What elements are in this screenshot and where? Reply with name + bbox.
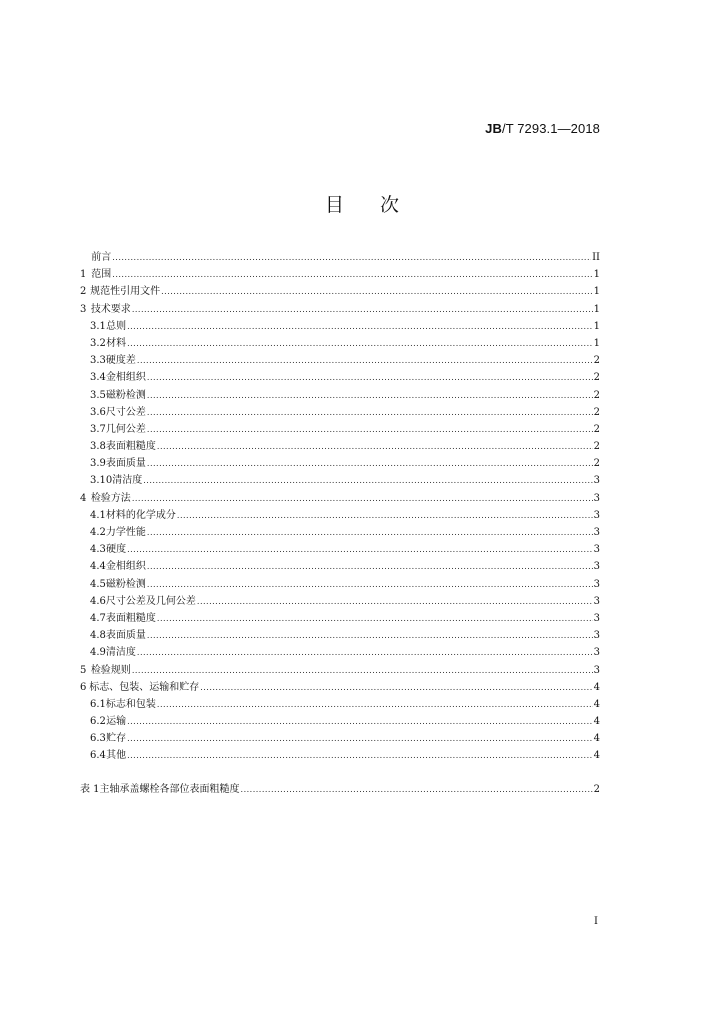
toc-entry[interactable] bbox=[80, 387, 600, 404]
entry-page: 4 bbox=[593, 716, 600, 728]
entry-number: 3.3 bbox=[90, 355, 106, 367]
leader-dots bbox=[127, 541, 593, 558]
entry-label: 材料的化学成分 bbox=[105, 509, 176, 521]
leader-dots bbox=[127, 713, 593, 730]
leader-dots bbox=[157, 696, 593, 713]
toc-entry[interactable] bbox=[80, 713, 600, 730]
entry-page: 3 bbox=[593, 492, 600, 504]
entry-number: 3.1 bbox=[90, 320, 106, 332]
entry-label: 表面质量 bbox=[105, 630, 146, 642]
entry-label: 硬度差 bbox=[105, 355, 136, 367]
entry-number: 3.4 bbox=[90, 372, 106, 384]
toc-entry[interactable] bbox=[80, 747, 600, 764]
entry-number: 6 bbox=[80, 681, 87, 693]
entry-label: 磁粉检测 bbox=[105, 578, 146, 590]
leader-dots bbox=[137, 352, 593, 369]
leader-dots bbox=[137, 644, 593, 661]
entry-label: 检验规则 bbox=[90, 664, 131, 676]
toc-entry[interactable] bbox=[80, 472, 600, 489]
entry-page: 3 bbox=[593, 595, 600, 607]
entry-number: 6.4 bbox=[90, 750, 106, 762]
entry-number: 3.7 bbox=[90, 423, 106, 435]
entry-number: 4.8 bbox=[90, 630, 106, 642]
leader-dots bbox=[132, 301, 593, 318]
entry-label: 标志和包装 bbox=[105, 698, 156, 710]
toc-entry[interactable] bbox=[80, 438, 600, 455]
entry-number: 4.5 bbox=[90, 578, 106, 590]
toc-entry[interactable] bbox=[80, 404, 600, 421]
toc-entry[interactable] bbox=[80, 266, 600, 283]
entry-label: 清洁度 bbox=[105, 647, 136, 659]
leader-dots bbox=[132, 490, 593, 507]
standard-code-prefix: JB bbox=[485, 121, 502, 136]
entry-page: 2 bbox=[593, 372, 600, 384]
toc-entry[interactable] bbox=[80, 558, 600, 575]
entry-page: 3 bbox=[593, 630, 600, 642]
page-title: 目次 bbox=[324, 194, 435, 216]
entry-page: 2 bbox=[593, 441, 600, 453]
entry-number: 3.9 bbox=[90, 458, 106, 470]
entry-page: 3 bbox=[593, 509, 600, 521]
entry-label: 贮存 bbox=[106, 733, 127, 745]
entry-page: 4 bbox=[593, 750, 600, 762]
leader-dots bbox=[147, 558, 593, 575]
entry-label: 其他 bbox=[106, 750, 127, 762]
entry-page: 4 bbox=[593, 681, 600, 693]
toc-entry[interactable] bbox=[80, 524, 600, 541]
leader-dots bbox=[127, 318, 593, 335]
entry-page: 2 bbox=[593, 423, 600, 435]
entry-page: 3 bbox=[593, 647, 600, 659]
toc-entry[interactable] bbox=[80, 610, 600, 627]
toc-entry[interactable] bbox=[80, 507, 600, 524]
entry-label: 几何公差 bbox=[105, 423, 146, 435]
entry-page: 3 bbox=[593, 561, 600, 573]
entry-label: 主轴承盖螺栓各部位表面粗糙度 bbox=[99, 784, 240, 795]
entry-page: 1 bbox=[593, 303, 600, 315]
entry-label: 金相组织 bbox=[105, 372, 146, 384]
toc-entry[interactable] bbox=[80, 679, 600, 696]
entry-number: 6.1 bbox=[90, 698, 106, 710]
leader-dots bbox=[147, 576, 593, 593]
entry-number: 4.1 bbox=[90, 509, 106, 521]
leader-dots bbox=[241, 781, 593, 798]
entry-label: 表面粗糙度 bbox=[105, 441, 156, 453]
entry-label: 总则 bbox=[106, 320, 127, 332]
toc-entry[interactable] bbox=[80, 249, 600, 266]
entry-page: 2 bbox=[593, 389, 600, 401]
toc-entry[interactable] bbox=[80, 283, 600, 300]
toc-entry[interactable] bbox=[80, 490, 600, 507]
entry-number: 1 bbox=[80, 269, 87, 281]
entry-page: 2 bbox=[593, 458, 600, 470]
toc-entry[interactable] bbox=[80, 593, 600, 610]
entry-number: 3.6 bbox=[90, 406, 106, 418]
entry-label: 表面质量 bbox=[105, 458, 146, 470]
entry-label: 标志、包装、运输和贮存 bbox=[89, 681, 200, 693]
toc-entry[interactable] bbox=[80, 369, 600, 386]
entry-label: 材料 bbox=[106, 337, 127, 349]
leader-dots bbox=[147, 421, 593, 438]
entry-label: 尺寸公差 bbox=[105, 406, 146, 418]
entry-page: 1 bbox=[593, 286, 600, 298]
leader-dots bbox=[143, 472, 592, 489]
leader-dots bbox=[147, 524, 593, 541]
entry-label: 前言 bbox=[91, 252, 112, 263]
entry-label: 运输 bbox=[106, 716, 127, 728]
entry-number: 3.8 bbox=[90, 441, 106, 453]
leader-dots bbox=[147, 455, 593, 472]
entry-page: 3 bbox=[593, 578, 600, 590]
leader-dots bbox=[127, 747, 593, 764]
entry-page: 4 bbox=[593, 733, 600, 745]
leader-dots bbox=[147, 369, 593, 386]
standard-code bbox=[485, 121, 600, 136]
entry-label: 磁粉检测 bbox=[105, 389, 146, 401]
leader-dots bbox=[132, 662, 593, 679]
leader-dots bbox=[177, 507, 593, 524]
entry-number: 4.6 bbox=[90, 595, 106, 607]
entry-page: 2 bbox=[593, 406, 600, 418]
entry-page: 1 bbox=[593, 269, 600, 281]
entry-label: 规范性引用文件 bbox=[90, 286, 161, 298]
toc-entry[interactable] bbox=[80, 696, 600, 713]
entry-label: 尺寸公差及几何公差 bbox=[105, 595, 196, 607]
entry-label: 表面粗糙度 bbox=[105, 612, 156, 624]
leader-dots bbox=[147, 387, 593, 404]
entry-label: 金相组织 bbox=[105, 561, 146, 573]
leader-dots bbox=[147, 404, 593, 421]
table-list-entry[interactable] bbox=[80, 781, 600, 798]
entry-label: 技术要求 bbox=[90, 303, 131, 315]
leader-dots bbox=[147, 627, 593, 644]
entry-number: 3 bbox=[80, 303, 87, 315]
entry-number: 4.7 bbox=[90, 612, 106, 624]
leader-dots bbox=[161, 283, 593, 300]
toc-entry[interactable] bbox=[80, 421, 600, 438]
entry-page: 1 bbox=[593, 337, 600, 349]
toc-entry[interactable] bbox=[80, 644, 600, 661]
entry-label: 检验方法 bbox=[90, 492, 131, 504]
leader-dots bbox=[127, 335, 593, 352]
toc-entry[interactable] bbox=[80, 576, 600, 593]
entry-number: 3.2 bbox=[90, 337, 106, 349]
entry-label: 力学性能 bbox=[105, 527, 146, 538]
entry-number: 6.2 bbox=[90, 716, 106, 728]
entry-number: 3.5 bbox=[90, 389, 106, 401]
table-of-contents bbox=[80, 249, 600, 765]
entry-number: 6.3 bbox=[90, 733, 106, 745]
toc-entry[interactable] bbox=[80, 541, 600, 558]
toc-entry[interactable] bbox=[80, 335, 600, 352]
entry-number: 4.9 bbox=[90, 647, 106, 659]
entry-number: 4.2 bbox=[90, 527, 106, 538]
leader-dots bbox=[197, 593, 593, 610]
leader-dots bbox=[200, 679, 592, 696]
entry-label: 清洁度 bbox=[112, 475, 143, 487]
entry-page: 3 bbox=[593, 664, 600, 676]
entry-number: 4.4 bbox=[90, 561, 106, 573]
toc-entry[interactable] bbox=[80, 627, 600, 644]
leader-dots bbox=[112, 266, 592, 283]
entry-page: II bbox=[592, 252, 600, 263]
standard-code-number: /T 7293.1—2018 bbox=[501, 121, 600, 136]
entry-label: 硬度 bbox=[106, 544, 127, 556]
entry-number: 3.10 bbox=[90, 475, 113, 487]
entry-number: 表 1 bbox=[80, 784, 100, 795]
toc-entry[interactable] bbox=[80, 352, 600, 369]
leader-dots bbox=[157, 438, 593, 455]
toc-entry[interactable] bbox=[80, 455, 600, 472]
entry-number: 4.3 bbox=[90, 544, 106, 556]
entry-page: 3 bbox=[593, 475, 600, 487]
toc-entry[interactable] bbox=[80, 318, 600, 335]
entry-number: 5 bbox=[80, 664, 87, 676]
entry-page: 4 bbox=[593, 698, 600, 710]
leader-dots bbox=[157, 610, 593, 627]
entry-page: 2 bbox=[593, 355, 600, 367]
leader-dots bbox=[112, 249, 591, 266]
entry-page: 2 bbox=[593, 784, 600, 795]
toc-entry[interactable] bbox=[80, 662, 600, 679]
entry-label: 范围 bbox=[91, 269, 112, 281]
entry-page: 3 bbox=[593, 612, 600, 624]
toc-entry[interactable] bbox=[80, 730, 600, 747]
leader-dots bbox=[127, 730, 593, 747]
entry-number: 4 bbox=[80, 492, 87, 504]
list-of-tables bbox=[80, 781, 600, 798]
entry-number: 2 bbox=[80, 286, 87, 298]
entry-page: 1 bbox=[593, 320, 600, 332]
entry-page: 3 bbox=[593, 527, 600, 538]
toc-entry[interactable] bbox=[80, 301, 600, 318]
page-number: I bbox=[594, 916, 598, 927]
entry-page: 3 bbox=[593, 544, 600, 556]
